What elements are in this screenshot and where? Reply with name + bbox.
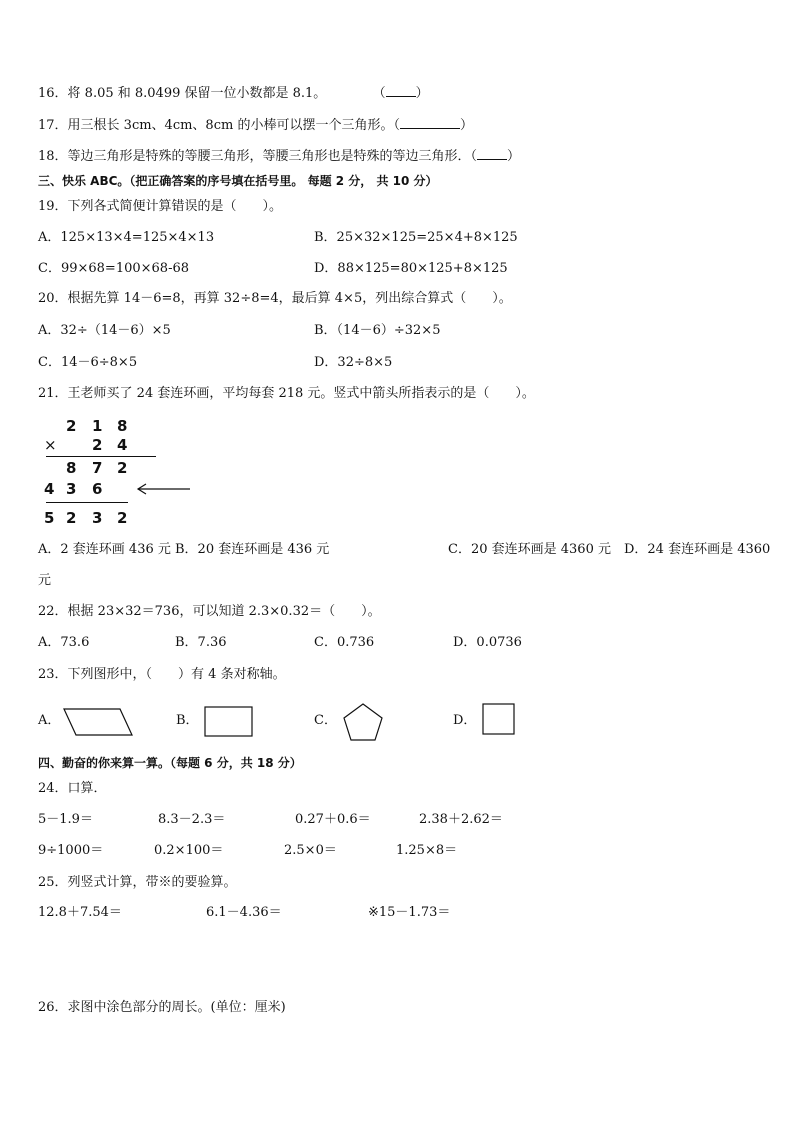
square-icon	[482, 703, 516, 735]
vertical-calc-item: 6.1－4.36＝	[206, 905, 282, 920]
oral-calc-item: 2.38＋2.62＝	[419, 812, 503, 827]
option-c[interactable]: C．	[314, 713, 337, 728]
option-d[interactable]: D．32÷8×5	[314, 355, 393, 370]
digit: 6	[92, 480, 103, 498]
oral-calc-item: 8.3－2.3＝	[158, 812, 226, 827]
question-17-text: 17．用三根长 3cm、4cm、8cm 的小棒可以摆一个三角形。（	[38, 118, 400, 133]
paren-close: ）	[415, 86, 429, 101]
digit: 2	[66, 417, 77, 435]
paren-open: （	[372, 86, 386, 101]
question-17	[38, 115, 473, 135]
digit: 4	[44, 480, 55, 498]
section-3-heading: 三、快乐 ABC。（把正确答案的序号填在括号里。 每题 2 分， 共 10 分）	[38, 174, 438, 188]
oral-calc-item: 5－1.9＝	[38, 812, 93, 827]
oral-calc-item: 2.5×0＝	[284, 843, 337, 858]
digit: 2	[117, 509, 128, 527]
answer-blank[interactable]	[400, 115, 460, 129]
question-24-stem: 24．口算．	[38, 781, 107, 796]
digit: 4	[117, 436, 128, 454]
option-c[interactable]: C．99×68=100×68-68	[38, 261, 189, 276]
divider-line	[46, 502, 128, 503]
digit: 5	[44, 509, 55, 527]
divider-line	[46, 456, 156, 457]
option-b[interactable]: B．7.36	[175, 635, 227, 650]
digit: 8	[117, 417, 128, 435]
section-4-heading: 四、勤奋的你来算一算。（每题 6 分，共 18 分）	[38, 756, 302, 770]
options-cd[interactable]: C．20 套连环画是 4360 元 D．24 套连环画是 4360	[448, 542, 771, 557]
option-b[interactable]: B．	[176, 713, 199, 728]
option-a[interactable]: A．73.6	[38, 635, 90, 650]
digit: 3	[66, 480, 77, 498]
vertical-calc-item: 12.8＋7.54＝	[38, 905, 122, 920]
option-d-wrap: 元	[38, 573, 52, 588]
option-c[interactable]: C．0.736	[314, 635, 375, 650]
question-21-stem: 21．王老师买了 24 套连环画，平均每套 218 元。竖式中箭头所指表示的是（ ）。	[38, 386, 535, 401]
digit: 7	[92, 459, 103, 477]
digit: 2	[92, 436, 103, 454]
question-26-stem: 26．求图中涂色部分的周长。(单位：厘米)	[38, 1000, 286, 1015]
question-16-text: 16．将 8.05 和 8.0499 保留一位小数都是 8.1。	[38, 86, 327, 101]
oral-calc-item: 1.25×8＝	[396, 843, 458, 858]
digit: 2	[117, 459, 128, 477]
oral-calc-item: 0.2×100＝	[154, 843, 224, 858]
vertical-calc-item: ※15－1.73＝	[368, 905, 451, 920]
question-19-stem: 19．下列各式简便计算错误的是（ ）。	[38, 199, 283, 214]
digit: 2	[66, 509, 77, 527]
question-25-stem: 25．列竖式计算，带※的要验算。	[38, 875, 237, 890]
option-d[interactable]: D．0.0736	[453, 635, 522, 650]
digit: 3	[92, 509, 103, 527]
rectangle-icon	[204, 706, 254, 738]
arrow-left-icon	[136, 482, 192, 496]
option-a[interactable]: A．32÷（14－6）×5	[38, 323, 171, 338]
paren-close: ）	[507, 149, 521, 164]
option-a[interactable]: A．125×13×4=125×4×13	[38, 230, 215, 245]
paren-close: ）	[459, 118, 473, 133]
digit: 8	[66, 459, 77, 477]
options-ab[interactable]: A．2 套连环画 436 元 B．20 套连环画是 436 元	[38, 542, 330, 557]
option-a[interactable]: A．	[38, 713, 61, 728]
option-d[interactable]: D．88×125=80×125+8×125	[314, 261, 508, 276]
pentagon-icon	[341, 702, 385, 742]
answer-blank[interactable]	[386, 83, 416, 97]
question-20-stem: 20．根据先算 14－6=8，再算 32÷8=4，最后算 4×5，列出综合算式（ ）。	[38, 291, 512, 306]
option-c[interactable]: C．14－6÷8×5	[38, 355, 138, 370]
question-18-text: 18．等边三角形是特殊的等腰三角形，等腰三角形也是特殊的等边三角形．（	[38, 149, 478, 164]
digit: 1	[92, 417, 103, 435]
question-16	[38, 83, 429, 103]
option-b[interactable]: B．25×32×125=25×4+8×125	[314, 230, 518, 245]
oral-calc-item: 9÷1000＝	[38, 843, 104, 858]
answer-blank[interactable]	[477, 146, 507, 160]
question-22-stem: 22．根据 23×32＝736，可以知道 2.3×0.32＝（ ）。	[38, 604, 381, 619]
parallelogram-icon	[62, 707, 134, 737]
option-b[interactable]: B．（14－6）÷32×5	[314, 323, 441, 338]
question-23-stem: 23．下列图形中，（ ）有 4 条对称轴。	[38, 667, 286, 682]
question-18	[38, 146, 520, 166]
oral-calc-item: 0.27＋0.6＝	[295, 812, 371, 827]
multiply-sign: ×	[44, 436, 57, 454]
option-d[interactable]: D．	[453, 713, 477, 728]
